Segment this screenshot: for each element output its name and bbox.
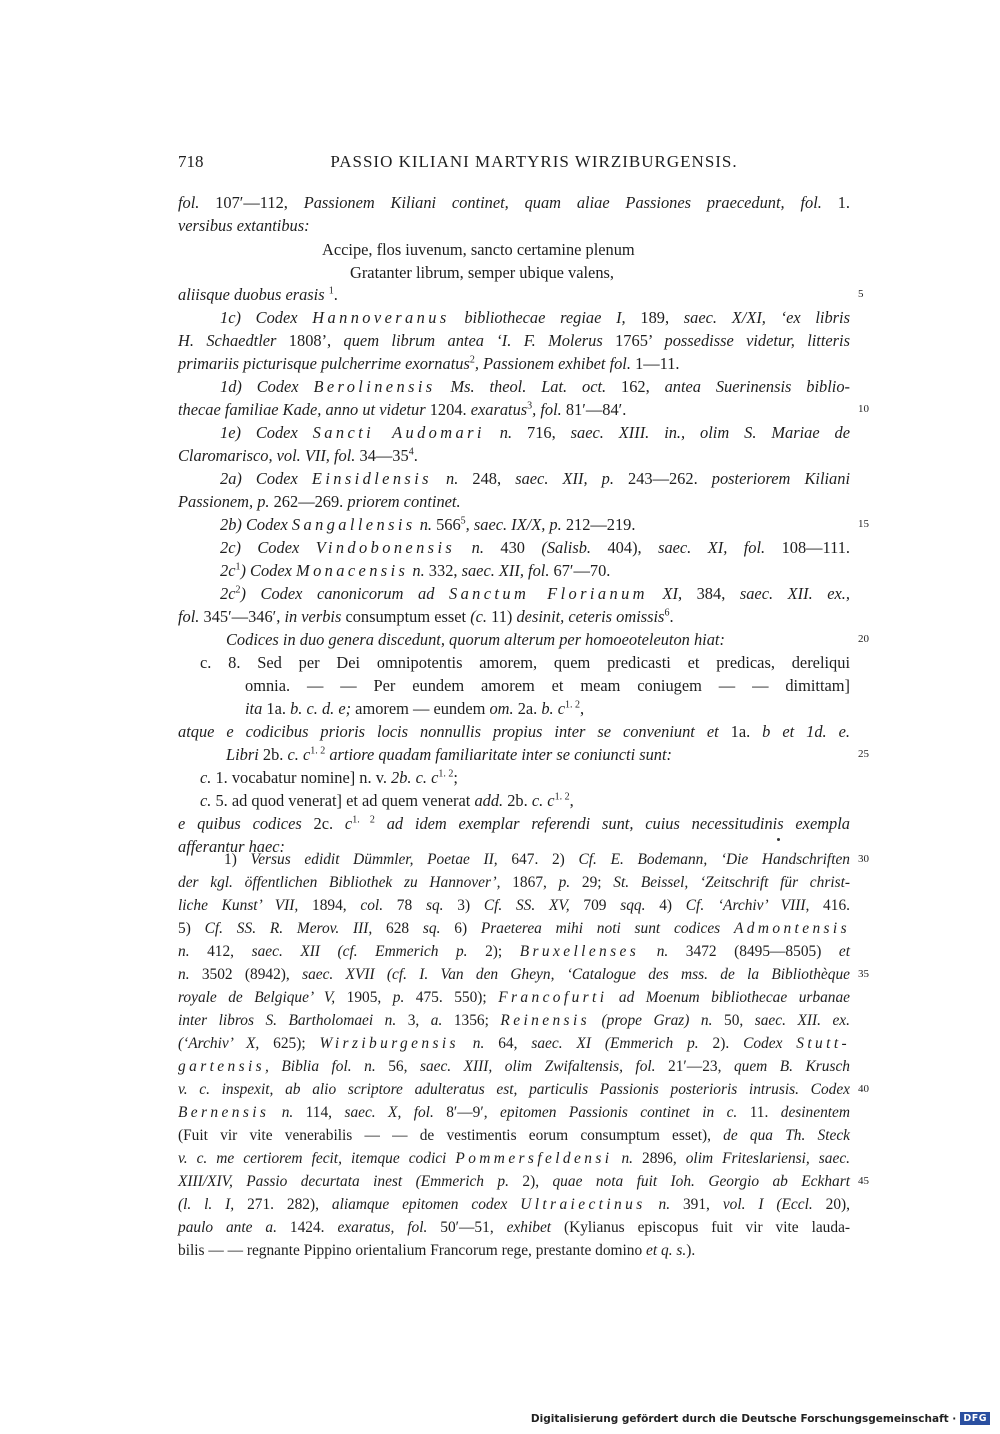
footnote-line: 1) Versus edidit Dümmler, Poetae II, 647. 2) Cf. E. Bodemann, ‘Die Handschriften [224, 851, 850, 868]
digitization-credit [531, 1412, 990, 1425]
text-line: ita 1a. b. c. d. e; amorem — eundem om. 2a. b. $c^{1. 2}$, [245, 699, 585, 718]
text-line: 1c) Codex Hannoveranus bibliothecae regiae I, 189, saec. X/XI, ‘ex libris [220, 308, 850, 327]
text-line: H. Schaedtler 1808’, quem librum antea ‘I. F. Molerus 1765’ possedisse videtur, litteris [178, 331, 850, 350]
footnote-line: (Fuit vir vite venerabilis — — de vestimentis eorum consumptum esset), de qua Th. Steck [178, 1127, 850, 1144]
running-title: PASSIO KILIANI MARTYRIS WIRZIBURGENSIS. [330, 152, 738, 171]
footnote-line: XIII/XIV, Passio decurtata inest (Emmerich p. 2), quae nota fuit Ioh. Georgio ab Eckhart [178, 1173, 850, 1190]
text-line: Claromarisco, vol. VII, fol. $34—35^4$. [178, 446, 418, 465]
footnote-line: v. c. inspexit, ab alio scriptore adulteratus est, particulis Passionis posterioris intrusis. Codex [178, 1081, 850, 1098]
text-line: aliisque duobus erasis $^1$. [178, 285, 338, 304]
footnote-line: inter libros S. Bartholomaei n. 3, a. 1356; Reinensis (prope Graz) n. 50, saec. XII. ex. [178, 1012, 850, 1029]
text-line: c. 1. vocabatur nomine] n. v. 2b. c. $c^{1. 2}$; [200, 768, 458, 787]
text-line: 2a) Codex Einsidlensis n. 248, saec. XII, p. 243—262. posteriorem Kiliani [220, 469, 850, 488]
page-header [178, 152, 850, 178]
dfg-logo: DFG [960, 1412, 990, 1425]
ink-dot [777, 838, 780, 841]
text-line: Codices in duo genera discedunt, quorum alterum per homoeoteleuton hiat: [226, 630, 725, 649]
page-number: 718 [178, 152, 204, 171]
text-line: $2c^2$) Codex canonicorum ad Sanctum Florianum XI, 384, saec. XII. ex., [220, 584, 850, 603]
text-line: fol. 345′—346′, in verbis consumptum esset (c. 11) desinit, ceteris omissis$^6$. [178, 607, 674, 626]
text-line: thecae familiae Kade, anno ut videtur 1204. exaratus$^3$, fol. 81′—84′. [178, 400, 627, 419]
text-line: omnia. — — Per eundem amorem et meam coniugem — — dimittam] [245, 676, 850, 695]
text-line: e quibus codices 2c. $c^{1. 2}$ ad idem exemplar referendi sunt, cuius necessitudinis exempla [178, 814, 850, 833]
footnote-line: (l. l. I, 271. 282), aliamque epitomen codex Ultraiectinus n. 391, vol. I (Eccl. 20), [178, 1196, 850, 1213]
footnote-line: n. 412, saec. XII (cf. Emmerich p. 2); Bruxellenses n. 3472 (8495—8505) et [178, 943, 850, 960]
text-line: $2c^1$) Codex Monacensis n. 332, saec. XII, fol. 67′—70. [220, 561, 611, 580]
text-line: c. 8. Sed per Dei omnipotentis amorem, quem predicasti et predicas, dereliqui [200, 653, 850, 672]
footnote-line: gartensis, Biblia fol. n. 56, saec. XIII, olim Zwifaltensis, fol. 21′—23, quem B. Krusch [178, 1058, 851, 1075]
line-number: 40 [858, 1083, 869, 1095]
footnote-line: v. c. me certiorem fecit, itemque codici Pommersfeldensi n. 2896, olim Friteslariensi, saec. [178, 1150, 850, 1167]
footnote-line: (‘Archiv’ X, 625); Wirziburgensis n. 64, saec. XI (Emmerich p. 2). Codex Stutt- [178, 1035, 851, 1052]
footnote-line: liche Kunst’ VII, 1894, col. 78 sq. 3) Cf. SS. XV, 709 sqq. 4) Cf. ‘Archiv’ VIII, 416. [178, 897, 850, 914]
text-line: afferantur haec: [178, 837, 285, 856]
footnote-line: paulo ante a. 1424. exaratus, fol. 50′—51, exhibet (Kylianus episcopus fuit vir vite lauda- [178, 1219, 851, 1236]
line-number: 45 [858, 1175, 869, 1187]
line-number: 15 [858, 518, 869, 530]
text-line: 2c) Codex Vindobonensis n. 430 (Salisb. 404), saec. XI, fol. 108—111. [220, 538, 851, 557]
text-line: Passionem, p. 262—269. priorem continet. [178, 492, 461, 511]
text-line: fol. 107′—112, Passionem Kiliani continet, quam aliae Passiones praecedunt, fol. 1. [178, 193, 850, 212]
text-line: versibus extantibus: [178, 216, 310, 235]
footnote-line: der kgl. öffentlichen Bibliothek zu Hannover’, 1867, p. 29; St. Beissel, ‘Zeitschrift für christ- [178, 874, 850, 891]
text-line: c. 5. ad quod venerat] et ad quem venerat add. 2b. c. $c^{1. 2}$, [200, 791, 574, 810]
footnote-line: Bernensis n. 114, saec. X, fol. 8′—9′, epitomen Passionis continet in c. 11. desinentem [178, 1104, 851, 1121]
text-line: 1d) Codex Berolinensis Ms. theol. Lat. oct. 162, antea Suerinensis biblio- [220, 377, 850, 396]
footnote-line: royale de Belgique’ V, 1905, p. 475. 550); Francofurti ad Moenum bibliothecae urbanae [178, 989, 850, 1006]
text-line: 1e) Codex Sancti Audomari n. 716, saec. XIII. in., olim S. Mariae de [220, 423, 851, 442]
line-number: 35 [858, 968, 869, 980]
line-number: 20 [858, 633, 869, 645]
credit-text: Digitalisierung gefördert durch die Deutsche Forschungsgemeinschaft · [530, 1412, 957, 1425]
text-line: primariis picturisque pulcherrime exornatus$^2$, Passionem exhibet fol. 1—11. [178, 354, 680, 373]
line-number: 30 [858, 853, 869, 865]
line-number: 5 [858, 288, 864, 300]
line-number: 25 [858, 748, 869, 760]
text-line: atque e codicibus prioris locis nonnullis propius inter se conveniunt et 1a. b et 1d. e. [178, 722, 850, 741]
footnote-line: n. 3502 (8942), saec. XVII (cf. I. Van den Gheyn, ‘Catalogue des mss. de la Bibliothèque [178, 966, 850, 983]
verse-line: Gratanter librum, semper ubique valens, [350, 263, 614, 282]
line-number: 10 [858, 403, 869, 415]
text-line: 2b) Codex Sangallensis n. $566^5$, saec. IX/X, p. 212—219. [220, 515, 636, 534]
text-line: Libri 2b. c. $c^{1. 2}$ artiore quadam familiaritate inter se coniuncti sunt: [226, 745, 673, 764]
footnote-line: bilis — — regnante Pippino orientalium Francorum rege, prestante domino et q. s.). [178, 1242, 696, 1259]
verse-line: Accipe, flos iuvenum, sancto certamine plenum [322, 240, 635, 259]
footnote-line: 5) Cf. SS. R. Merov. III, 628 sq. 6) Praeterea mihi noti sunt codices Admontensis [178, 920, 850, 937]
